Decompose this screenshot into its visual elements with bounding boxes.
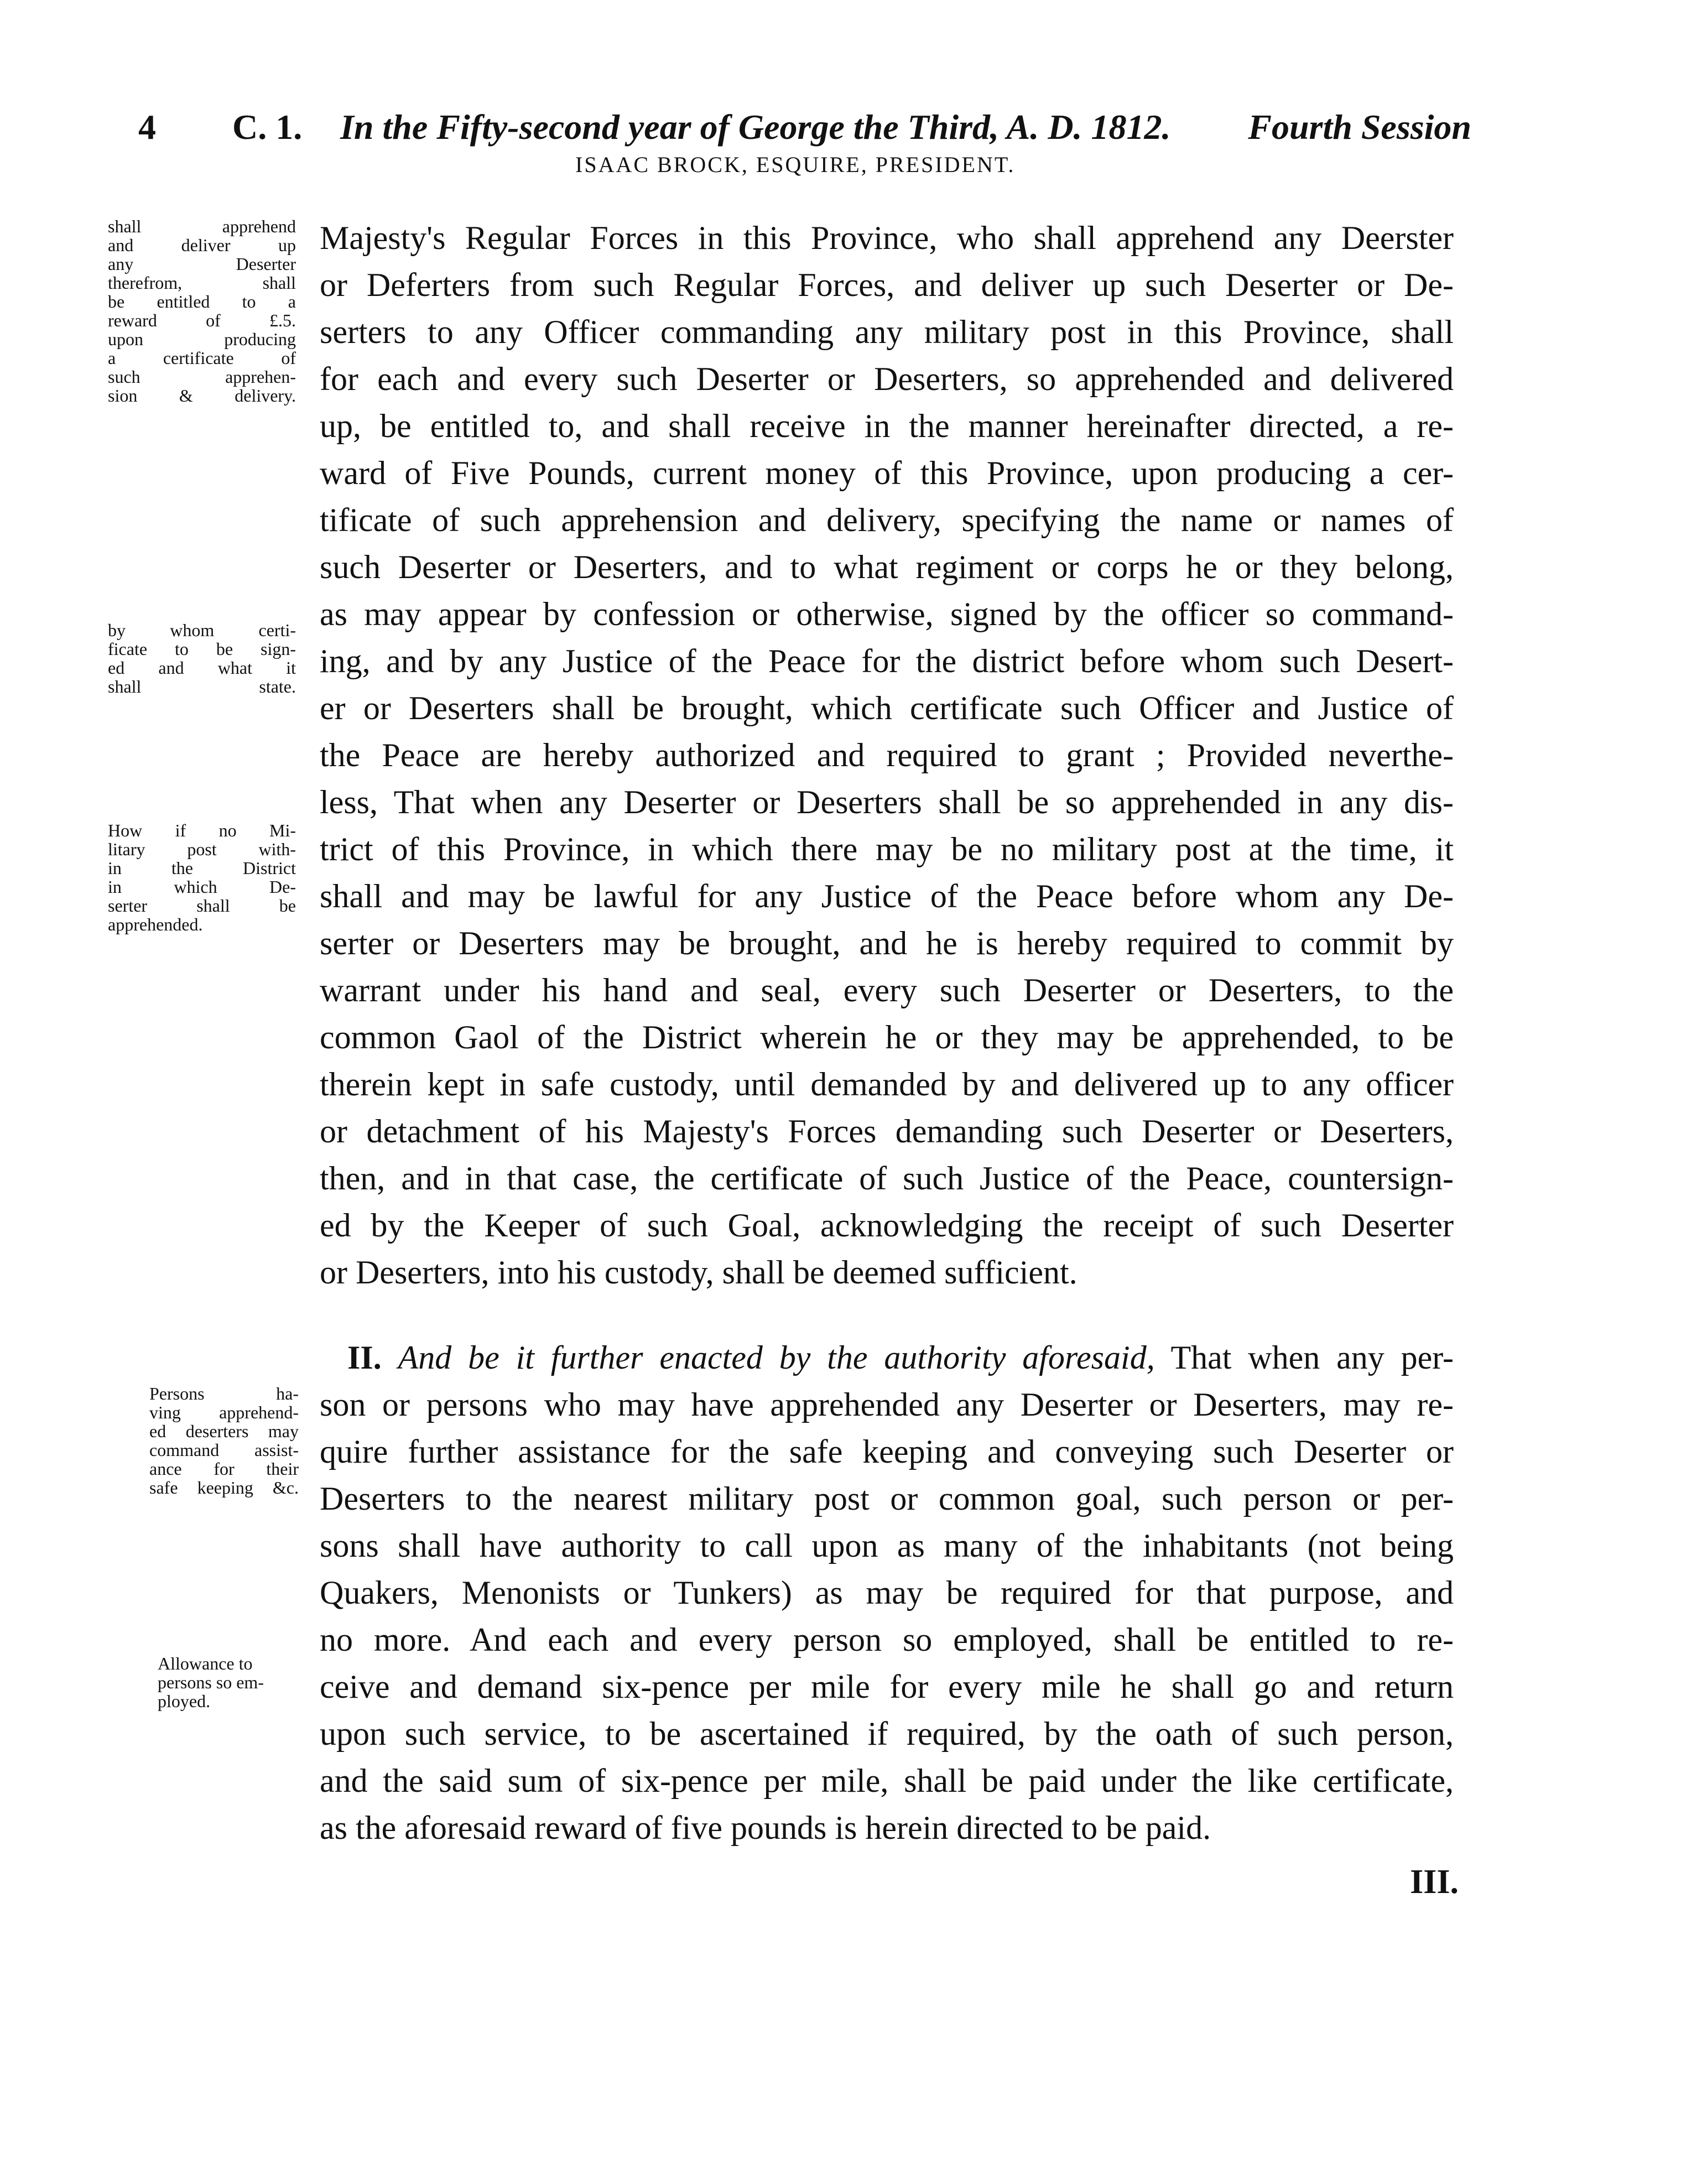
chapter-number: C. 1.	[232, 107, 303, 147]
text-line: Quakers, Menonists or Tunkers) as may be required for that purpose, and	[320, 1574, 1454, 1611]
text-line: then, and in that case, the certificate of such Justice of the Peace, countersign-	[320, 1160, 1454, 1197]
text-line: and the said sum of six-pence per mile, shall be paid under the like certificate,	[320, 1762, 1454, 1799]
text-line: quire further assistance for the safe keeping and conveying such Deserter or	[320, 1433, 1454, 1470]
margin-note-reward: shall apprehend and deliver up any Deserter therefrom, shall be entitled to a reward of £.5. upon producing a certificate of such apprehen- sion & delivery.	[108, 216, 296, 405]
text-line: son or persons who may have apprehended any Deserter or Deserters, may re-	[320, 1386, 1454, 1423]
section-two-opening	[320, 1334, 1454, 1381]
text-line: warrant under his hand and seal, every such Deserter or Deserters, to the	[320, 972, 1454, 1008]
text-line: Deserters to the nearest military post or common goal, such person or per-	[320, 1480, 1454, 1517]
text-line: for each and every such Deserter or Deserters, so apprehended and delivered	[320, 361, 1454, 397]
text-line: such Deserter or Deserters, and to what regiment or corps he or they belong,	[320, 549, 1454, 585]
catchword: III.	[1410, 1863, 1459, 1901]
margin-note-certificate: by whom certi- ficate to be sign- ed and what it shall state.	[108, 620, 296, 696]
text-line: upon such service, to be ascertained if required, by the oath of such person,	[320, 1715, 1454, 1752]
text-line: ward of Five Pounds, current money of this Province, upon producing a cer-	[320, 455, 1454, 491]
text-line: serter or Deserters may be brought, and he is hereby required to commit by	[320, 925, 1454, 961]
enacting-clause: And be it further enacted by the authority aforesaid,	[398, 1339, 1155, 1376]
text-line: therein kept in safe custody, until demanded by and delivered up to any officer	[320, 1066, 1454, 1103]
page-number: 4	[138, 107, 156, 147]
text-line: the Peace are hereby authorized and required to grant ; Provided neverthe-	[320, 737, 1454, 773]
margin-note-no-military-post: How if no Mi- litary post with- in the District in which De- serter shall be apprehended.	[108, 820, 296, 934]
text-line: or detachment of his Majesty's Forces demanding such Deserter or Deserters,	[320, 1113, 1454, 1150]
text-line: trict of this Province, in which there may be no military post at the time, it	[320, 831, 1454, 867]
text-line: shall and may be lawful for any Justice of the Peace before whom any De-	[320, 878, 1454, 914]
text-line: er or Deserters shall be brought, which certificate such Officer and Justice of	[320, 690, 1454, 726]
text-line: ed by the Keeper of such Goal, acknowledging the receipt of such Deserter	[320, 1207, 1454, 1244]
text-line: or Deferters from such Regular Forces, and deliver up such Deserter or De-	[320, 267, 1454, 303]
text-line: ceive and demand six-pence per mile for every mile he shall go and return	[320, 1668, 1454, 1705]
session-label: Fourth Session	[1248, 107, 1471, 147]
text-line: as may appear by confession or otherwise, signed by the officer so command-	[320, 596, 1454, 632]
text-line: as the aforesaid reward of five pounds is herein directed to be paid.	[320, 1809, 1211, 1846]
section-numeral: II.	[347, 1339, 382, 1376]
text-fragment: That when any per-	[1170, 1339, 1454, 1376]
text-line: no more. And each and every person so employed, shall be entitled to re-	[320, 1621, 1454, 1658]
text-line: or Deserters, into his custody, shall be deemed sufficient.	[320, 1254, 1078, 1291]
text-line: sons shall have authority to call upon as many of the inhabitants (not being	[320, 1527, 1454, 1564]
text-line: common Gaol of the District wherein he or they may be apprehended, to be	[320, 1019, 1454, 1055]
text-line: less, That when any Deserter or Deserters shall be so apprehended in any dis-	[320, 784, 1454, 820]
margin-note-allowance: Allowance to persons so em- ployed.	[158, 1653, 264, 1711]
text-line: ing, and by any Justice of the Peace for the district before whom such Desert-	[320, 643, 1454, 679]
text-line: serters to any Officer commanding any military post in this Province, shall	[320, 314, 1454, 350]
president-subhead: ISAAC BROCK, ESQUIRE, PRESIDENT.	[575, 152, 1016, 177]
section-one-text	[320, 215, 1454, 1296]
text-line: Majesty's Regular Forces in this Province, who shall apprehend any Deerster	[320, 220, 1454, 256]
section-two-text	[320, 1334, 1454, 1852]
regnal-year-title: In the Fifty-second year of George the Third, A. D. 1812.	[340, 107, 1171, 147]
text-line: tificate of such apprehension and delivery, specifying the name or names of	[320, 502, 1454, 538]
text-line: up, be entitled to, and shall receive in the manner hereinafter directed, a re-	[320, 408, 1454, 444]
margin-note-assistance: Persons ha- ving apprehend- ed deserters may command assist- ance for their safe keeping &c.	[149, 1384, 299, 1497]
